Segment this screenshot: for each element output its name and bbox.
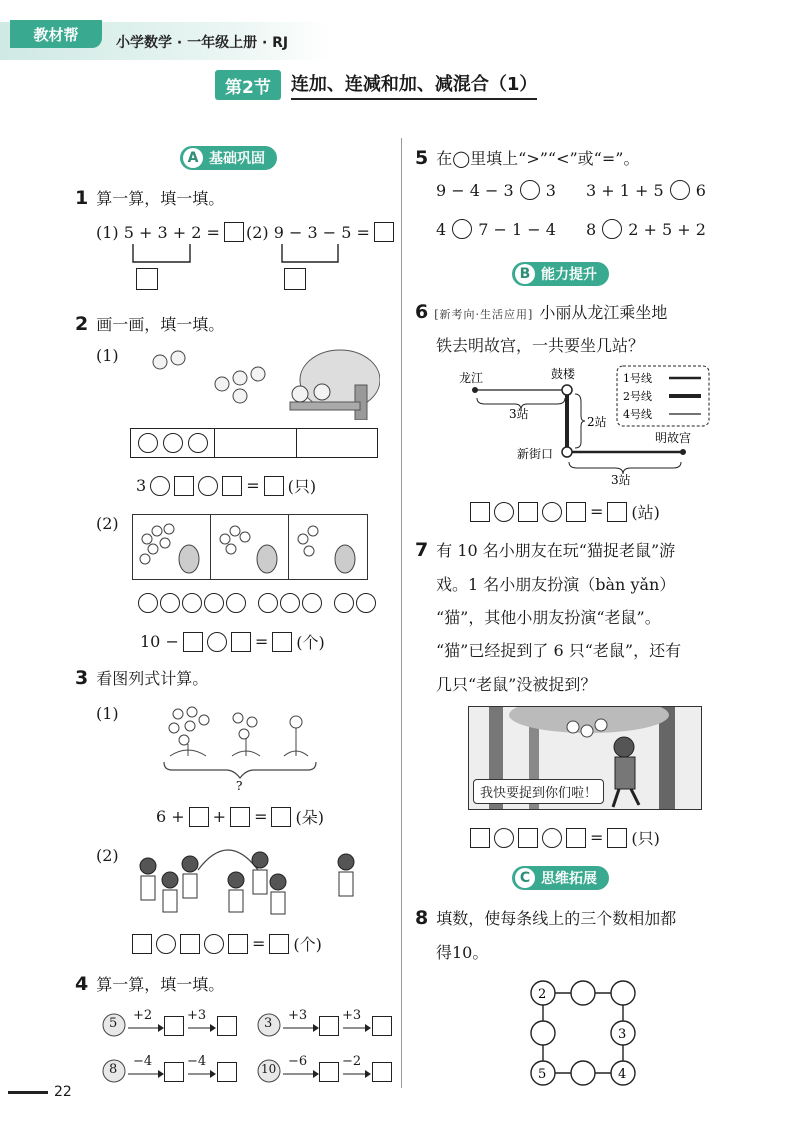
q3-part2-unit: (个) <box>293 935 322 954</box>
q5-right: 7 − 1 − 4 <box>478 219 556 239</box>
number-square-puzzle <box>528 978 638 1088</box>
chain-op: +2 <box>133 1008 153 1023</box>
level-a-badge <box>180 146 277 170</box>
answer-box[interactable] <box>374 222 394 242</box>
q1-part2 <box>246 222 394 242</box>
station-xinjiekou: 新街口 <box>517 447 554 461</box>
draw-area[interactable] <box>297 429 377 457</box>
chain-start: 3 <box>264 1016 273 1031</box>
counter-circle <box>280 593 300 613</box>
q8-heading <box>415 906 676 929</box>
q5-text: 在◯里填上“>”“<”或“=”。 <box>436 149 640 168</box>
chain-op: −6 <box>288 1054 308 1069</box>
level-a-letter: A <box>183 148 203 168</box>
puzzle-given: 3 <box>618 1027 627 1042</box>
q7-text-line: 几只“老鼠”没被捉到？ <box>436 675 597 694</box>
answer-box[interactable] <box>136 268 158 290</box>
answer-box[interactable] <box>272 632 292 652</box>
counter-circle <box>226 593 246 613</box>
operator-circle[interactable] <box>494 828 514 848</box>
answer-box[interactable] <box>271 807 291 827</box>
puzzle-blank[interactable] <box>531 1021 555 1045</box>
answer-box[interactable] <box>319 1016 339 1036</box>
answer-box[interactable] <box>217 1016 237 1036</box>
q2-counting-frame <box>130 428 378 458</box>
chain-start: 8 <box>109 1062 118 1077</box>
operator-circle[interactable] <box>150 476 170 496</box>
q8-text-line2: 得10。 <box>436 943 489 962</box>
counter-circle <box>138 593 158 613</box>
answer-box[interactable] <box>372 1016 392 1036</box>
puzzle-given: 5 <box>538 1067 547 1082</box>
q3-part2-equation: = (个) <box>132 932 322 955</box>
answer-box[interactable] <box>230 807 250 827</box>
level-b-badge <box>512 262 609 286</box>
q1-text: 算一算，填一填。 <box>96 189 225 208</box>
station-longjiang: 龙江 <box>459 371 484 385</box>
q4-heading <box>75 972 224 995</box>
q5-right: 2 + 5 + 2 <box>628 219 706 239</box>
q6-heading <box>415 300 667 323</box>
q7-equation: = (只) <box>470 826 660 849</box>
section-header <box>215 68 595 102</box>
q5-left: 3 + 1 + 5 <box>586 180 664 200</box>
operator-circle[interactable] <box>204 934 224 954</box>
q5-item <box>586 219 706 239</box>
q5-right: 6 <box>695 180 706 200</box>
answer-box[interactable] <box>189 807 209 827</box>
q6-unit: (站) <box>631 503 660 522</box>
q3-part1-prefix: 6 + <box>156 807 185 826</box>
legend-line4: 4号线 <box>623 408 652 421</box>
answer-box[interactable] <box>566 828 586 848</box>
q2-part1-label: (1) <box>96 346 119 365</box>
operator-circle[interactable] <box>207 632 227 652</box>
q3-part1-plus: + <box>212 807 227 826</box>
column-divider <box>401 138 402 1088</box>
q7-heading <box>415 538 675 561</box>
q7-text-line1: 有 10 名小朋友在玩“猫捉老鼠”游 <box>436 541 676 560</box>
q5-left: 8 <box>586 219 597 239</box>
answer-box[interactable] <box>518 502 538 522</box>
operator-circle[interactable] <box>542 502 562 522</box>
counter-circle <box>160 593 180 613</box>
puzzle-blank[interactable] <box>571 981 595 1005</box>
answer-box[interactable] <box>231 632 251 652</box>
q3-heading <box>75 666 208 689</box>
counter-circle <box>163 433 183 453</box>
answer-box[interactable] <box>319 1062 339 1082</box>
q7-number: 7 <box>415 539 429 561</box>
chain-op: +3 <box>187 1008 207 1023</box>
q4-number: 4 <box>75 973 89 995</box>
footer-rule <box>8 1091 48 1094</box>
birds-scene-image <box>150 340 380 420</box>
counter-circle <box>204 593 224 613</box>
q7-text-line: “猫”已经捉到了 6 只“老鼠”，还有 <box>436 641 682 660</box>
q8-number: 8 <box>415 907 429 929</box>
segment-label: 2站 <box>587 415 607 429</box>
puzzle-given: 2 <box>538 987 547 1002</box>
answer-box[interactable] <box>224 222 244 242</box>
puzzle-blank[interactable] <box>611 981 635 1005</box>
compare-circle[interactable] <box>602 219 622 239</box>
section-label: 第2节 <box>215 70 281 100</box>
compare-circle[interactable] <box>670 180 690 200</box>
q7-text-line: “猫”，其他小朋友扮演“老鼠”。 <box>436 608 661 627</box>
q4-chain <box>100 1054 250 1084</box>
answer-box[interactable] <box>183 632 203 652</box>
section-title: 连加、连减和加、减混合（1） <box>291 70 538 100</box>
q5-right: 3 <box>545 180 556 200</box>
segment-label: 3站 <box>611 473 631 487</box>
chain-op: +3 <box>342 1008 362 1023</box>
answer-box[interactable] <box>470 502 490 522</box>
flowers-image <box>160 704 320 794</box>
draw-area[interactable] <box>215 429 297 457</box>
chain-start: 5 <box>109 1016 118 1031</box>
q8-text-line1: 填数，使每条线上的三个数相加都 <box>436 909 677 928</box>
answer-box[interactable] <box>164 1016 184 1036</box>
subject-label: 小学数学 · 一年级上册 · RJ <box>116 35 289 51</box>
cat-mouse-scene-image <box>468 706 702 810</box>
q7-unit: (只) <box>631 829 660 848</box>
answer-box[interactable] <box>164 1062 184 1082</box>
chain-start: 10 <box>261 1062 277 1076</box>
station-minggugong: 明故宫 <box>655 431 692 445</box>
q2-number: 2 <box>75 313 89 335</box>
q5-number: 5 <box>415 147 429 169</box>
chain-op: −4 <box>133 1054 153 1069</box>
counter-circle <box>182 593 202 613</box>
level-c-badge <box>512 866 609 890</box>
subway-map <box>455 362 715 488</box>
balloons-strip-image <box>132 514 368 580</box>
counter-circle <box>138 433 158 453</box>
answer-box[interactable] <box>372 1062 392 1082</box>
q6-number: 6 <box>415 301 429 323</box>
q3-part2-label: (2) <box>96 846 119 865</box>
q2-text: 画一画，填一填。 <box>96 315 225 334</box>
speech-bubble: 我快要捉到你们啦！ <box>473 779 604 804</box>
answer-box[interactable] <box>217 1062 237 1082</box>
operator-circle[interactable] <box>494 502 514 522</box>
q3-number: 3 <box>75 667 89 689</box>
operator-circle[interactable] <box>156 934 176 954</box>
level-a-label: 基础巩固 <box>209 151 265 167</box>
answer-box[interactable] <box>284 268 306 290</box>
counter-circle <box>302 593 322 613</box>
station-gulou: 鼓楼 <box>551 367 576 381</box>
counter-circle <box>188 433 208 453</box>
q3-part1-equation: 6 + + = (朵) <box>156 807 324 827</box>
q2-circles-row <box>138 593 376 613</box>
answer-box[interactable] <box>132 934 152 954</box>
q2-part1-equation: 3 = (只) <box>136 476 317 496</box>
q6-text-line2: 铁去明故宫，一共要坐几站？ <box>436 336 645 355</box>
answer-box[interactable] <box>222 476 242 496</box>
q1-number: 1 <box>75 187 89 209</box>
compare-circle[interactable] <box>452 219 472 239</box>
q4-chain <box>255 1054 405 1084</box>
q2-part2-label: (2) <box>96 514 119 533</box>
answer-box[interactable] <box>228 934 248 954</box>
q5-left: 4 <box>436 219 447 239</box>
q5-item <box>586 180 706 200</box>
answer-box[interactable] <box>607 502 627 522</box>
q4-text: 算一算，填一填。 <box>96 975 225 994</box>
q1-heading <box>75 186 224 209</box>
brand-tab: 教材帮 <box>10 20 102 48</box>
answer-box[interactable] <box>174 476 194 496</box>
q1-part1-expr: (1) 5 + 3 + 2 = <box>96 222 220 242</box>
operator-circle[interactable] <box>542 828 562 848</box>
answer-box[interactable] <box>180 934 200 954</box>
q2-part2-prefix: 10 − <box>140 632 179 651</box>
puzzle-blank[interactable] <box>571 1061 595 1085</box>
chain-op: +3 <box>288 1008 308 1023</box>
q5-heading <box>415 146 639 169</box>
page-number: 22 <box>54 1084 72 1100</box>
q3-part1-unit: (朵) <box>295 808 324 827</box>
answer-box[interactable] <box>470 828 490 848</box>
q4-chain <box>100 1008 250 1038</box>
answer-box[interactable] <box>566 502 586 522</box>
page-footer <box>8 1084 72 1100</box>
counter-circle <box>334 593 354 613</box>
q4-chain <box>255 1008 405 1038</box>
chain-op: −2 <box>342 1054 362 1069</box>
segment-label: 3站 <box>509 407 529 421</box>
q6-equation: = (站) <box>470 500 660 523</box>
compare-circle[interactable] <box>520 180 540 200</box>
q2-part1-unit: (只) <box>287 477 317 496</box>
legend-line2: 2号线 <box>623 390 652 403</box>
q3-text: 看图列式计算。 <box>96 669 209 688</box>
q2-part1-prefix: 3 <box>136 476 147 495</box>
counter-circle <box>356 593 376 613</box>
puzzle-given: 4 <box>618 1067 627 1082</box>
q2-part2-unit: (个) <box>296 633 325 652</box>
q6-tag: [新考向·生活应用] <box>434 308 534 321</box>
brace-question: ? <box>236 779 243 793</box>
answer-box[interactable] <box>269 934 289 954</box>
q1-part1 <box>96 222 244 242</box>
answer-box[interactable] <box>607 828 627 848</box>
level-b-label: 能力提升 <box>541 267 597 283</box>
counter-circle <box>258 593 278 613</box>
children-jumprope-image <box>128 840 368 920</box>
q3-part1-label: (1) <box>96 704 119 723</box>
q6-text-line1: 小丽从龙江乘坐地 <box>539 303 668 322</box>
q1-part2-expr: (2) 9 − 3 − 5 = <box>246 222 370 242</box>
q2-part2-equation: 10 − = (个) <box>140 632 325 652</box>
operator-circle[interactable] <box>198 476 218 496</box>
answer-box[interactable] <box>264 476 284 496</box>
q7-text-line: 戏。1 名小朋友扮演（bàn yǎn） <box>436 575 676 594</box>
level-b-letter: B <box>515 264 535 284</box>
legend-line1: 1号线 <box>623 372 652 385</box>
chain-op: −4 <box>187 1054 207 1069</box>
level-c-label: 思维拓展 <box>541 871 597 887</box>
q2-heading <box>75 312 224 335</box>
q5-item <box>436 180 556 200</box>
answer-box[interactable] <box>518 828 538 848</box>
q5-item <box>436 219 556 239</box>
q5-left: 9 − 4 − 3 <box>436 180 514 200</box>
level-c-letter: C <box>515 868 535 888</box>
